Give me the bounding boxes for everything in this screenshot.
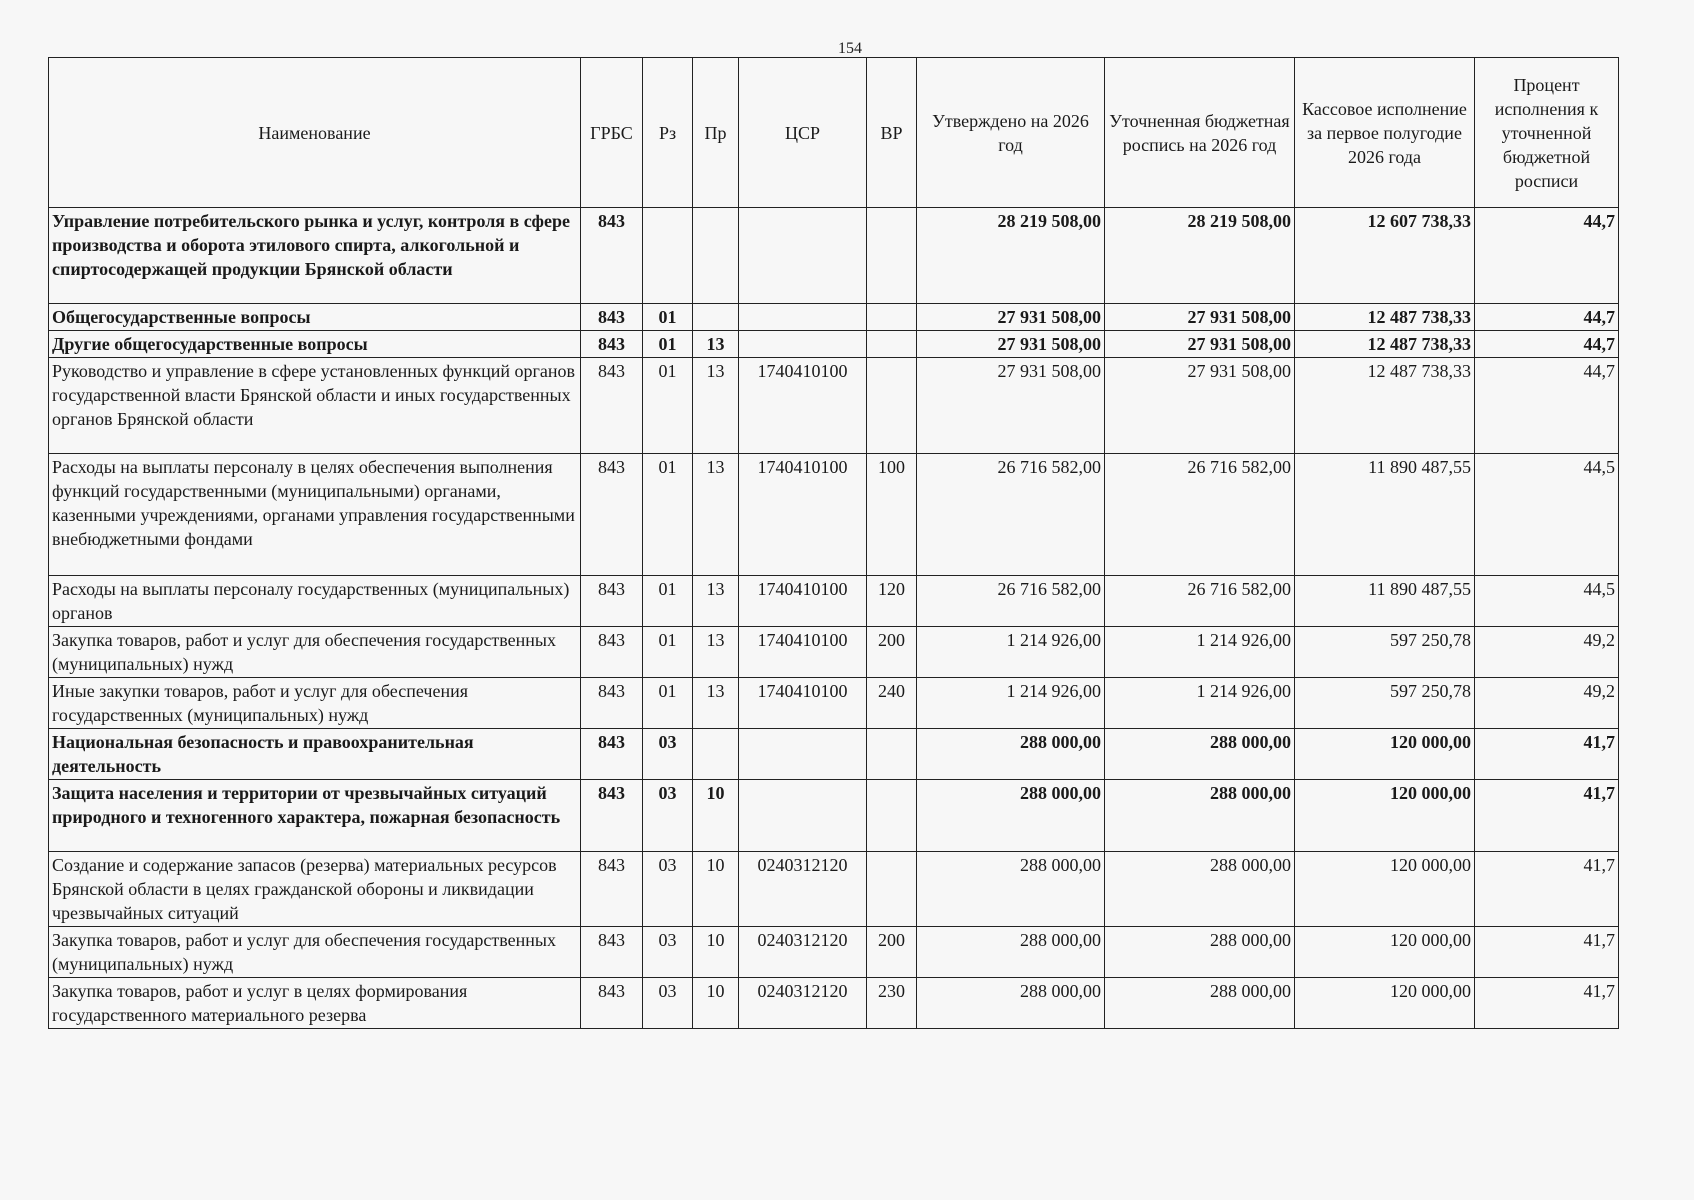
cell-grbs: 843 [581,358,643,454]
cell-pr [693,208,739,304]
cell-csr [739,304,867,331]
cell-refined: 288 000,00 [1105,927,1295,978]
cell-approved: 1 214 926,00 [917,627,1105,678]
cell-refined: 26 716 582,00 [1105,454,1295,576]
cell-grbs: 843 [581,729,643,780]
cell-name: Расходы на выплаты персоналу в целях обеспечения выполнения функций государственными (муниципальными) органами, казенными учреждениями, органами управления государственными внебюджетными фондами [49,454,581,576]
cell-percent: 41,7 [1475,852,1619,927]
cell-percent: 44,5 [1475,454,1619,576]
cell-pr: 13 [693,454,739,576]
cell-vr: 200 [867,627,917,678]
cell-grbs: 843 [581,627,643,678]
budget-table [48,57,1619,1029]
cell-rz: 01 [643,576,693,627]
cell-approved: 288 000,00 [917,729,1105,780]
table-row [49,927,1619,978]
cell-refined: 1 214 926,00 [1105,678,1295,729]
cell-pr [693,729,739,780]
cell-refined: 27 931 508,00 [1105,358,1295,454]
cell-cash: 597 250,78 [1295,678,1475,729]
cell-approved: 288 000,00 [917,978,1105,1029]
table-row [49,208,1619,304]
cell-rz: 01 [643,358,693,454]
table-row [49,454,1619,576]
table-body [49,208,1619,1029]
cell-refined: 1 214 926,00 [1105,627,1295,678]
cell-vr [867,852,917,927]
table-row [49,729,1619,780]
cell-cash: 120 000,00 [1295,729,1475,780]
cell-name: Другие общегосударственные вопросы [49,331,581,358]
cell-pr: 13 [693,678,739,729]
cell-refined: 26 716 582,00 [1105,576,1295,627]
cell-percent: 41,7 [1475,927,1619,978]
cell-csr: 0240312120 [739,927,867,978]
table-header-row [49,58,1619,208]
cell-pr: 10 [693,852,739,927]
cell-cash: 12 487 738,33 [1295,331,1475,358]
cell-approved: 26 716 582,00 [917,576,1105,627]
cell-name: Закупка товаров, работ и услуг в целях формирования государственного материального резерва [49,978,581,1029]
header-grbs: ГРБС [581,58,643,208]
table-row [49,678,1619,729]
cell-rz: 03 [643,978,693,1029]
cell-percent: 41,7 [1475,729,1619,780]
cell-refined: 27 931 508,00 [1105,304,1295,331]
cell-grbs: 843 [581,304,643,331]
cell-grbs: 843 [581,927,643,978]
table-row [49,576,1619,627]
cell-pr: 10 [693,978,739,1029]
header-percent: Процент исполнения к уточненной бюджетной росписи [1475,58,1619,208]
cell-vr [867,208,917,304]
cell-csr [739,780,867,852]
cell-rz: 01 [643,454,693,576]
table-row [49,978,1619,1029]
header-name: Наименование [49,58,581,208]
cell-percent: 44,7 [1475,208,1619,304]
cell-pr [693,304,739,331]
cell-refined: 288 000,00 [1105,780,1295,852]
cell-grbs: 843 [581,331,643,358]
cell-percent: 44,7 [1475,358,1619,454]
cell-cash: 120 000,00 [1295,927,1475,978]
cell-cash: 12 487 738,33 [1295,358,1475,454]
cell-cash: 120 000,00 [1295,978,1475,1029]
cell-csr: 0240312120 [739,978,867,1029]
table-row [49,331,1619,358]
cell-rz: 03 [643,852,693,927]
cell-csr: 1740410100 [739,454,867,576]
cell-name: Защита населения и территории от чрезвычайных ситуаций природного и техногенного характера, пожарная безопасность [49,780,581,852]
cell-name: Создание и содержание запасов (резерва) материальных ресурсов Брянской области в целях гражданской обороны и ликвидации чрезвычайных ситуаций [49,852,581,927]
cell-pr: 13 [693,576,739,627]
cell-approved: 28 219 508,00 [917,208,1105,304]
table-row [49,358,1619,454]
cell-cash: 11 890 487,55 [1295,576,1475,627]
header-vr: ВР [867,58,917,208]
cell-approved: 27 931 508,00 [917,304,1105,331]
header-rz: Рз [643,58,693,208]
header-approved: Утверждено на 2026 год [917,58,1105,208]
cell-grbs: 843 [581,454,643,576]
cell-refined: 288 000,00 [1105,978,1295,1029]
cell-percent: 41,7 [1475,780,1619,852]
cell-name: Расходы на выплаты персоналу государственных (муниципальных) органов [49,576,581,627]
page-number: 154 [838,40,862,57]
cell-cash: 120 000,00 [1295,780,1475,852]
cell-approved: 288 000,00 [917,852,1105,927]
cell-percent: 49,2 [1475,678,1619,729]
cell-rz: 01 [643,627,693,678]
cell-vr [867,331,917,358]
table-row [49,627,1619,678]
cell-grbs: 843 [581,576,643,627]
cell-pr: 10 [693,927,739,978]
cell-rz: 03 [643,780,693,852]
header-cash: Кассовое исполнение за первое полугодие 2026 года [1295,58,1475,208]
cell-vr: 230 [867,978,917,1029]
cell-name: Иные закупки товаров, работ и услуг для обеспечения государственных (муниципальных) нужд [49,678,581,729]
header-pr: Пр [693,58,739,208]
cell-percent: 41,7 [1475,978,1619,1029]
cell-vr [867,304,917,331]
cell-vr [867,729,917,780]
cell-refined: 288 000,00 [1105,852,1295,927]
cell-name: Руководство и управление в сфере установленных функций органов государственной власти Брянской области и иных государственных органов Брянской области [49,358,581,454]
table-row [49,304,1619,331]
cell-grbs: 843 [581,678,643,729]
cell-percent: 49,2 [1475,627,1619,678]
cell-approved: 27 931 508,00 [917,358,1105,454]
cell-approved: 26 716 582,00 [917,454,1105,576]
cell-csr [739,208,867,304]
table-row [49,852,1619,927]
cell-rz: 01 [643,678,693,729]
cell-rz: 01 [643,304,693,331]
cell-name: Закупка товаров, работ и услуг для обеспечения государственных (муниципальных) нужд [49,627,581,678]
cell-vr: 240 [867,678,917,729]
cell-cash: 11 890 487,55 [1295,454,1475,576]
cell-rz: 03 [643,927,693,978]
cell-percent: 44,5 [1475,576,1619,627]
cell-refined: 27 931 508,00 [1105,331,1295,358]
cell-vr: 120 [867,576,917,627]
cell-csr [739,331,867,358]
cell-percent: 44,7 [1475,331,1619,358]
cell-rz [643,208,693,304]
cell-refined: 288 000,00 [1105,729,1295,780]
cell-grbs: 843 [581,978,643,1029]
cell-csr: 1740410100 [739,358,867,454]
cell-csr [739,729,867,780]
cell-vr: 200 [867,927,917,978]
cell-pr: 13 [693,331,739,358]
cell-cash: 12 607 738,33 [1295,208,1475,304]
cell-csr: 0240312120 [739,852,867,927]
cell-cash: 12 487 738,33 [1295,304,1475,331]
cell-csr: 1740410100 [739,627,867,678]
cell-name: Общегосударственные вопросы [49,304,581,331]
cell-approved: 288 000,00 [917,780,1105,852]
cell-cash: 597 250,78 [1295,627,1475,678]
cell-pr: 10 [693,780,739,852]
cell-csr: 1740410100 [739,576,867,627]
cell-vr [867,780,917,852]
cell-refined: 28 219 508,00 [1105,208,1295,304]
cell-grbs: 843 [581,780,643,852]
header-csr: ЦСР [739,58,867,208]
cell-csr: 1740410100 [739,678,867,729]
cell-percent: 44,7 [1475,304,1619,331]
cell-approved: 27 931 508,00 [917,331,1105,358]
cell-vr: 100 [867,454,917,576]
cell-cash: 120 000,00 [1295,852,1475,927]
cell-vr [867,358,917,454]
cell-grbs: 843 [581,852,643,927]
cell-grbs: 843 [581,208,643,304]
cell-name: Закупка товаров, работ и услуг для обеспечения государственных (муниципальных) нужд [49,927,581,978]
cell-pr: 13 [693,358,739,454]
cell-approved: 288 000,00 [917,927,1105,978]
cell-rz: 03 [643,729,693,780]
cell-name: Управление потребительского рынка и услуг, контроля в сфере производства и оборота этилового спирта, алкогольной и спиртосодержащей продукции Брянской области [49,208,581,304]
cell-approved: 1 214 926,00 [917,678,1105,729]
cell-pr: 13 [693,627,739,678]
table-row [49,780,1619,852]
cell-rz: 01 [643,331,693,358]
cell-name: Национальная безопасность и правоохранительная деятельность [49,729,581,780]
header-refined: Уточненная бюджетная роспись на 2026 год [1105,58,1295,208]
